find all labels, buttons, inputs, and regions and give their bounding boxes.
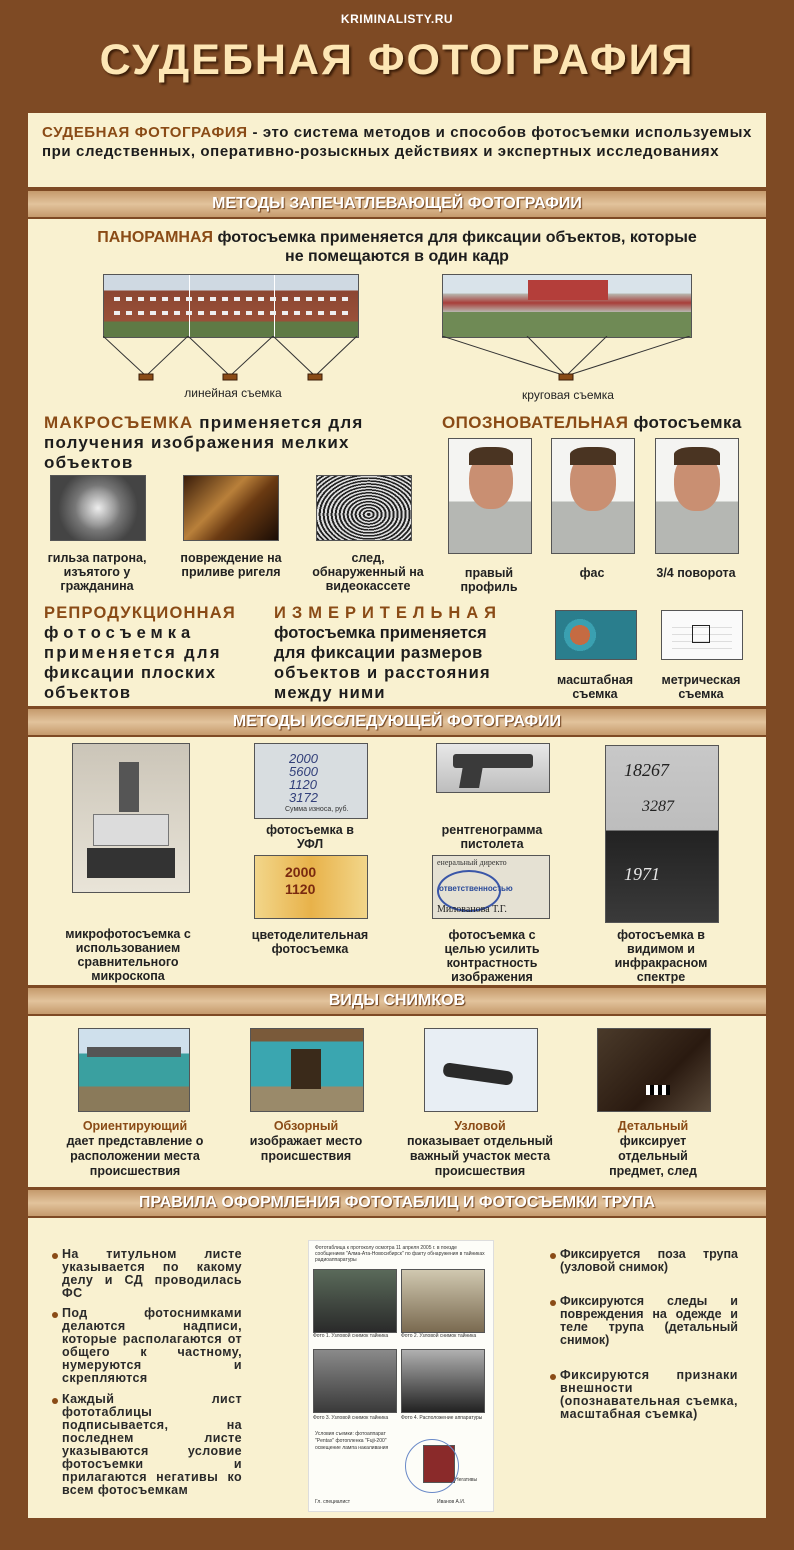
measuring-line4: между ними	[274, 684, 386, 702]
shot-type-name-2: Обзорный	[273, 1119, 339, 1133]
bullet-icon	[550, 1300, 556, 1306]
contrast-mid-text: ответственностью	[439, 884, 513, 893]
panoramic-term: ПАНОРАМНАЯ	[97, 229, 214, 246]
shot-type-desc-2: изображает место происшествия	[249, 1134, 363, 1163]
phototable-conditions: Условия съемки: фотоаппарат "Pentax" фотопленка "Fuji-200" освещение лампа накаливания	[315, 1431, 389, 1451]
measuring-line2: для фиксации размеров	[274, 644, 483, 662]
rule-right-2: Фиксируются следы и повреждения на одежде и теле трупа (детальный снимок)	[560, 1294, 738, 1347]
panoramic-text	[28, 228, 766, 266]
ir-bottom-text: 1971	[624, 864, 660, 884]
macro-caption-2: повреждение на приливе ригеля	[180, 551, 282, 579]
bullet-icon	[52, 1312, 58, 1318]
phototable-caption-2: Фото 2. Узловой снимок тайника	[401, 1333, 477, 1339]
shot-type-desc-1: дает представление о расположении места происшествия	[66, 1134, 204, 1178]
definition-body: - это система методов и способов фотосъемки используемых при следственных, оперативно-розыскных действиях и экспертных исследованиях	[42, 124, 752, 160]
measuring-line3: объектов и расстояния	[274, 664, 491, 682]
phototable-photo-2	[401, 1269, 485, 1333]
reproduction-text	[44, 603, 244, 703]
phototable-specialist: Гл. специалист	[315, 1499, 351, 1505]
panoramic-line2: не помещаются в один кадр	[285, 248, 509, 265]
reproduction-line3: фиксации плоских	[44, 664, 217, 682]
bullet-icon	[550, 1374, 556, 1380]
shot-type-name-1: Ориентирующий	[82, 1119, 188, 1133]
reproduction-line1: фотосъемка	[44, 624, 196, 642]
microscope-photo	[72, 743, 190, 893]
overview-photo	[250, 1028, 364, 1112]
xray-photo	[436, 743, 550, 793]
id-caption-3: 3/4 поворота	[656, 566, 736, 580]
research-panel	[28, 737, 766, 985]
section-rules-header: ПРАВИЛА ОФОРМЛЕНИЯ ФОТОТАБЛИЦ И ФОТОСЪЕМКИ ТРУПА	[28, 1190, 766, 1216]
definition-panel	[28, 113, 766, 187]
measuring-caption-1: масштабная съемка	[557, 673, 633, 701]
infrared-caption: фотосъемка в видимом и инфракрасном спектре	[614, 928, 708, 984]
ufl-caption: фотосъемка в УФЛ	[266, 823, 354, 851]
macro-caption-3: след, обнаруженный на видеокассете	[312, 551, 424, 593]
rules-panel	[28, 1218, 766, 1518]
rule-left-1: На титульном листе указывается по какому делу и СД проводилась ФС	[62, 1247, 242, 1300]
macro-line2: получения изображения мелких	[44, 433, 350, 452]
linear-camera-diagram	[103, 336, 357, 384]
bullet-icon	[550, 1253, 556, 1259]
lock-damage-photo	[183, 475, 279, 541]
nodal-photo	[424, 1028, 538, 1112]
phototable-header: Фототаблица к протоколу осмотра 11 апреля 2005 г. в поезде сообщением "Алма-Ата-Новосибирск" по факту обнаружения в тайниках радиоаппаратуры	[315, 1245, 485, 1263]
linear-panorama-photo	[103, 274, 359, 338]
phototable-photo-3	[313, 1349, 397, 1413]
contrast-photo	[432, 855, 550, 919]
shot-type-overview	[246, 1119, 366, 1164]
capture-panel	[28, 219, 766, 706]
ir-top-text: 18267	[624, 760, 669, 780]
stamp-icon	[405, 1439, 459, 1493]
reproduction-line2: применяется для	[44, 644, 222, 662]
rule-left-3: Каждый лист фототаблицы подписывается, на последнем листе указываются условие фотосъемки и прилагаются негативы ко всем фотосъемкам	[62, 1392, 242, 1497]
scale-photo	[555, 610, 637, 660]
color-num-2: 1120	[285, 881, 316, 897]
three-quarter-photo	[655, 438, 739, 554]
macro-term: МАКРОСЪЕМКА	[44, 413, 194, 432]
phototable-photo-4	[401, 1349, 485, 1413]
site-url[interactable]: KRIMINALISTY.RU	[340, 12, 454, 26]
shot-types-panel	[28, 1016, 766, 1187]
macro-line1: применяется для	[193, 413, 364, 432]
circular-panorama-photo	[442, 274, 692, 338]
section-types-header: ВИДЫ СНИМКОВ	[28, 988, 766, 1014]
shot-type-name-3: Узловой	[454, 1119, 506, 1133]
shot-type-detailed	[594, 1119, 712, 1179]
section-capture-header: МЕТОДЫ ЗАПЕЧАТЛЕВАЮЩЕЙ ФОТОГРАФИИ	[28, 191, 766, 217]
reproduction-line4: объектов	[44, 684, 132, 702]
page-title: СУДЕБНАЯ ФОТОГРАФИЯ	[99, 36, 695, 84]
id-caption-1: правый профиль	[460, 566, 518, 594]
ir-mid-text: 3287	[642, 798, 674, 815]
phototable-negatives-label: Негативы	[455, 1477, 478, 1483]
identification-term: ОПОЗНОВАТЕЛЬНАЯ	[442, 413, 629, 432]
color-separation-photo	[254, 855, 368, 919]
orienting-photo	[78, 1028, 190, 1112]
phototable-photo-1	[313, 1269, 397, 1333]
ufl-num-4: 3172	[289, 790, 318, 805]
ufl-num-3: 1120	[289, 777, 317, 792]
ufl-photo	[254, 743, 368, 819]
measuring-text	[274, 603, 544, 703]
panoramic-line1: фотосъемка применяется для фиксации объектов, которые	[213, 229, 697, 246]
xray-caption: рентгенограмма пистолета	[441, 823, 543, 851]
metric-photo	[661, 610, 743, 660]
contrast-top-text: енеральный директо	[437, 858, 507, 867]
circular-camera-diagram	[442, 336, 690, 384]
measuring-caption-2: метрическая съемка	[661, 673, 741, 701]
contrast-caption: фотосъемка с целью усилить контрастность изображения	[444, 928, 540, 984]
phototable-caption-4: Фото 4. Расположение аппаратуры	[401, 1415, 483, 1421]
shot-type-desc-3: показывает отдельный важный участок места происшествия	[407, 1134, 553, 1178]
definition-text	[42, 123, 752, 161]
shot-type-orienting	[60, 1119, 210, 1179]
shot-type-desc-4: фиксирует отдельный предмет, след	[609, 1134, 697, 1178]
phototable-sample	[308, 1240, 494, 1512]
rule-right-3: Фиксируются признаки внешности (опознавательная съемка, масштабная съемка)	[560, 1368, 738, 1421]
macro-text	[44, 413, 424, 473]
ufl-num-1: 2000	[289, 751, 318, 766]
color-num-1: 2000	[285, 864, 317, 880]
rule-right-1: Фиксируется поза трупа (узловой снимок)	[560, 1247, 738, 1274]
reproduction-term: РЕПРОДУКЦИОННАЯ	[44, 604, 236, 622]
color-caption: цветоделительная фотосъемка	[251, 928, 369, 956]
identification-rest: фотосъемка	[628, 413, 742, 432]
cartridge-photo	[50, 475, 146, 541]
section-research-header: МЕТОДЫ ИССЛЕДУЮЩЕЙ ФОТОГРАФИИ	[28, 709, 766, 735]
rule-left-2: Под фотоснимками делаются надписи, которые располагаются от общего к частному, нумеруются и скрепляются	[62, 1306, 242, 1385]
ufl-num-2: 5600	[289, 764, 318, 779]
infrared-photo	[605, 745, 719, 923]
front-photo	[551, 438, 635, 554]
bullet-icon	[52, 1398, 58, 1404]
id-caption-2: фас	[579, 566, 605, 580]
macro-caption-1: гильза патрона, изъятого у гражданина	[47, 551, 147, 593]
phototable-caption-1: Фото 1. Узловой снимок тайника	[313, 1333, 389, 1339]
detailed-photo	[597, 1028, 711, 1112]
fingerprint-photo	[316, 475, 412, 541]
circular-caption: круговая съемка	[522, 388, 614, 402]
linear-caption: линейная съемка	[184, 386, 282, 400]
identification-text	[442, 413, 762, 433]
ufl-small-text: Сумма износа, руб.	[285, 806, 349, 813]
bullet-icon	[52, 1253, 58, 1259]
measuring-line1: фотосъемка применяется	[274, 624, 487, 642]
measuring-term: ИЗМЕРИТЕЛЬНАЯ	[274, 604, 503, 622]
shot-type-name-4: Детальный	[617, 1119, 689, 1133]
profile-photo	[448, 438, 532, 554]
contrast-name-text: Милованова Т.Г.	[437, 904, 507, 915]
shot-type-nodal	[394, 1119, 566, 1179]
phototable-name: Иванов А.И.	[437, 1499, 466, 1505]
macro-line3: объектов	[44, 453, 134, 472]
microscope-caption: микрофотосъемка с использованием сравнительного микроскопа	[65, 927, 191, 983]
definition-term: СУДЕБНАЯ ФОТОГРАФИЯ	[42, 124, 248, 141]
phototable-caption-3: Фото 3. Узловой снимок тайника	[313, 1415, 389, 1421]
